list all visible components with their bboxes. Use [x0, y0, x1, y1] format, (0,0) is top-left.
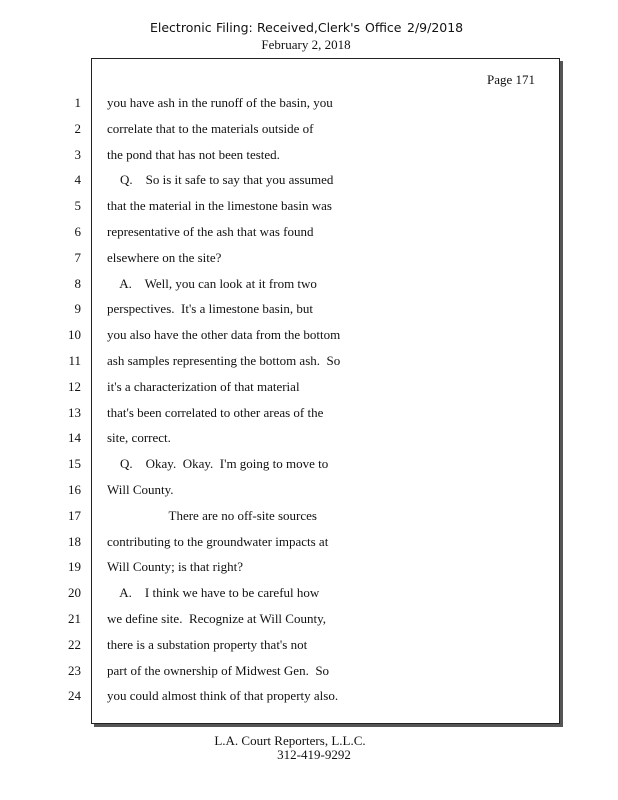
line-number: 24	[68, 688, 81, 704]
transcript-line	[68, 611, 618, 631]
filing-word: Electronic	[150, 20, 212, 35]
transcript-line	[74, 172, 618, 192]
transcript-page	[68, 58, 560, 724]
line-text: you have ash in the runoff of the basin, you	[107, 95, 333, 110]
line-text: A. I think we have to be careful how	[107, 585, 320, 601]
line-number: 16	[68, 482, 81, 497]
footer-phone: 312-419-9292	[277, 747, 351, 762]
line-number: 12	[68, 378, 81, 394]
line-text: you also have the other data from the bottom	[107, 327, 341, 343]
transcript-line	[68, 404, 618, 425]
transcript-line	[68, 507, 618, 528]
line-number: 17	[68, 507, 81, 523]
transcript-line	[68, 585, 618, 605]
line-text: contributing to the groundwater impacts at	[107, 533, 329, 549]
line-number: 22	[68, 636, 81, 652]
line-number: 9	[74, 301, 81, 317]
transcript-line	[74, 224, 618, 244]
transcript-line	[68, 456, 618, 476]
line-text: you could almost think of that property also.	[107, 688, 339, 704]
filing-word: Filing:	[216, 20, 253, 35]
transcript-line	[68, 378, 618, 399]
line-text: Q. Okay. Okay. I'm going to move to	[107, 456, 329, 472]
transcript-line	[74, 249, 618, 270]
line-number: 11	[68, 353, 81, 368]
line-number: 3	[74, 146, 81, 162]
filing-word: Received,Clerk's	[257, 20, 361, 35]
transcript-line	[74, 95, 618, 115]
line-text: part of the ownership of Midwest Gen. So	[107, 662, 330, 678]
line-text: that the material in the limestone basin was	[107, 198, 332, 214]
line-number: 8	[74, 275, 81, 291]
line-number: 21	[68, 611, 81, 626]
line-text: that's been correlated to other areas of the	[107, 404, 324, 420]
filing-word: Office	[365, 20, 402, 35]
line-text: perspectives. It's a limestone basin, but	[107, 301, 313, 317]
line-number: 23	[68, 662, 81, 678]
line-number: 20	[68, 585, 81, 601]
line-text: there is a substation property that's not	[107, 636, 308, 652]
transcript-line	[74, 120, 618, 141]
line-number: 10	[68, 327, 81, 343]
transcript-line	[68, 688, 618, 708]
transcript-line	[68, 662, 618, 683]
line-text: A. Well, you can look at it from two	[107, 275, 317, 291]
transcript-line	[68, 636, 618, 657]
line-text: correlate that to the materials outside of	[107, 120, 314, 136]
transcript-line	[74, 146, 618, 167]
line-number: 4	[74, 172, 81, 188]
line-number: 2	[74, 120, 81, 136]
line-text: Q. So is it safe to say that you assumed	[107, 172, 334, 188]
line-number: 14	[68, 430, 81, 446]
transcript-line	[74, 301, 618, 321]
line-number: 5	[74, 198, 81, 214]
line-number: 18	[68, 533, 81, 549]
line-number: 15	[68, 456, 81, 472]
line-text: ash samples representing the bottom ash. So	[107, 353, 341, 368]
transcript-line	[68, 482, 618, 502]
filing-date: 2/9/2018	[407, 20, 464, 35]
line-text: it's a characterization of that material	[107, 378, 300, 394]
line-text: we define site. Recognize at Will County,	[107, 611, 326, 626]
line-text: site, correct.	[107, 430, 171, 446]
line-text: the pond that has not been tested.	[107, 146, 280, 162]
line-text: Will County.	[107, 482, 174, 497]
line-number: 13	[68, 404, 81, 420]
line-number: 7	[74, 249, 81, 265]
transcript-line	[68, 430, 618, 450]
transcript-line	[68, 533, 618, 554]
transcript-line	[68, 559, 618, 579]
line-number: 1	[74, 95, 81, 110]
line-text: representative of the ash that was found	[107, 224, 314, 239]
line-number: 6	[74, 224, 81, 239]
transcript-line	[68, 327, 618, 347]
line-text: Will County; is that right?	[107, 559, 243, 575]
header-date: February 2, 2018	[261, 37, 351, 52]
transcript-line	[68, 353, 618, 373]
line-text: There are no off-site sources	[107, 507, 317, 523]
line-number: 19	[68, 559, 81, 575]
transcript-line	[74, 275, 618, 296]
footer-company: L.A. Court Reporters, L.L.C.	[214, 733, 366, 748]
page-number: Page 171	[486, 72, 535, 87]
line-text: elsewhere on the site?	[107, 249, 222, 265]
transcript-line	[74, 198, 618, 218]
